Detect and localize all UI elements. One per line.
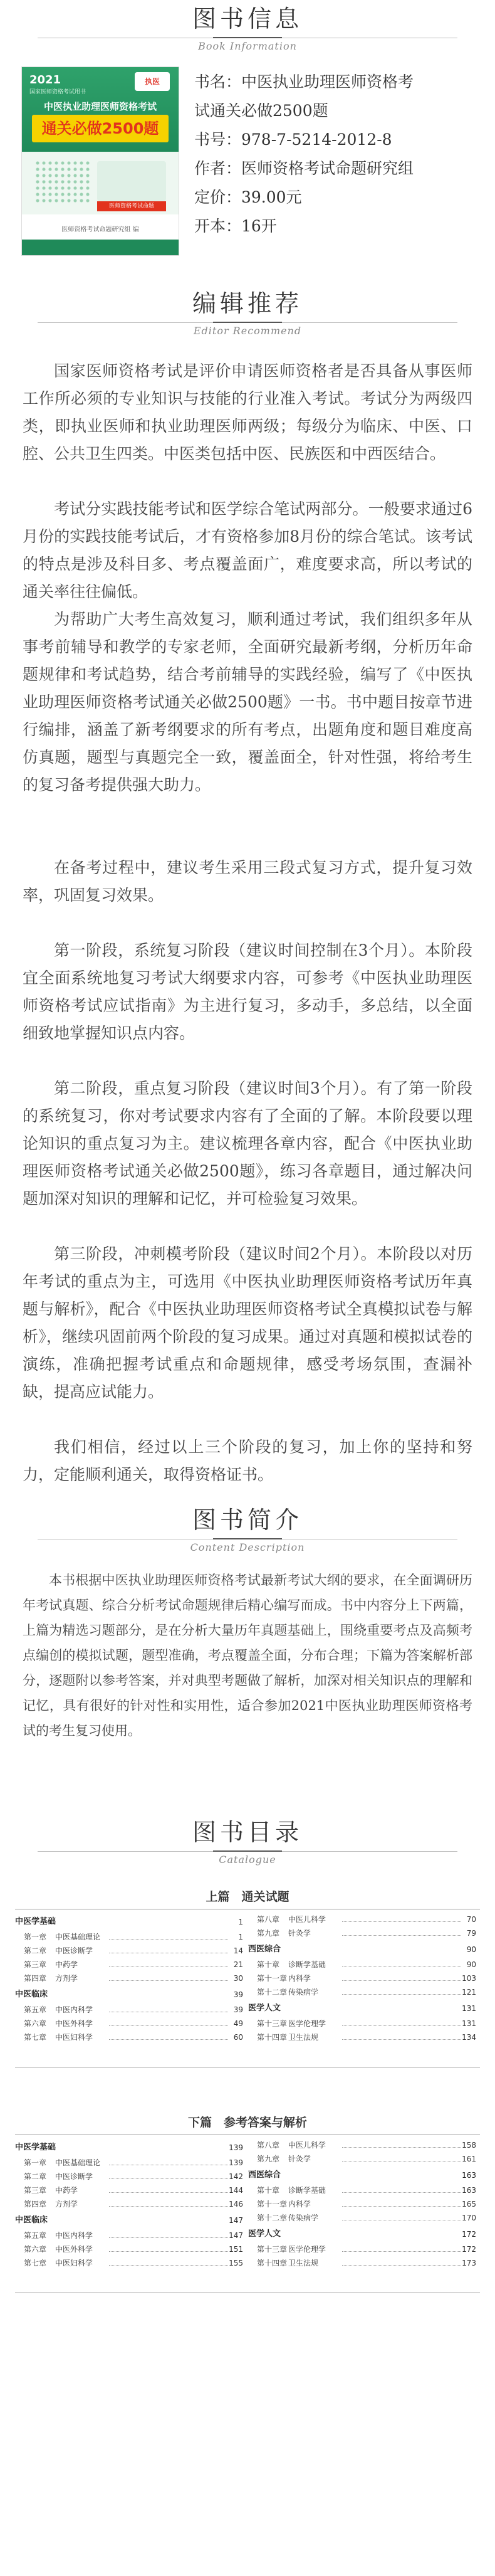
toc-page: 39 xyxy=(233,2005,243,2014)
toc-chapter-name: 针灸学 xyxy=(288,2155,311,2163)
book-info-title: 图书信息 xyxy=(192,5,303,33)
toc-chapter-name: 方剂学 xyxy=(55,2200,78,2209)
part2-heading: 下篇 参考答案与解析 xyxy=(187,2116,307,2130)
toc-entry xyxy=(248,2197,480,2211)
toc-chapter-name: 医学伦理学 xyxy=(288,2245,326,2254)
catalogue-subtitle: Catalogue xyxy=(219,1854,276,1866)
catalogue-subtitle-wrap xyxy=(0,1854,495,1866)
toc-entry xyxy=(248,1926,480,1940)
toc-entry xyxy=(15,2030,247,2044)
toc-leader xyxy=(342,1935,461,1936)
toc-entry xyxy=(15,1972,247,1985)
cover-publisher: 医师资格考试命题研究组 编 xyxy=(61,226,139,233)
toc-chapter-name: 针灸学 xyxy=(288,1929,311,1938)
toc-column xyxy=(15,2138,247,2270)
toc-page: 146 xyxy=(229,2200,243,2209)
toc-chapter: 第四章 xyxy=(24,2200,47,2209)
toc-page: 39 xyxy=(233,1990,243,1999)
editor-paragraph: 第三阶段，冲刺模考阶段（建议时间2个月）。本阶段以对历年考试的重点为主，可选用《中医执业助理医师资格考试历年真题与解析》，配合《中医执业助理医师资格考试全真模拟试卷与解析》，继续巩固前两个阶段的复习成果。通过对真题和模拟试卷的演练，准确把握考试重点和命题规律，感受考场氛围，查漏补缺，提高应试能力。 xyxy=(23,1245,472,1401)
toc-chapter-name: 中医基础理论 xyxy=(55,2158,101,2167)
book-cover-image xyxy=(21,66,179,256)
toc-page: 163 xyxy=(462,2171,476,2180)
toc-entry xyxy=(15,2256,247,2270)
toc-leader xyxy=(342,1994,461,1995)
toc-leader xyxy=(109,1980,228,1981)
toc-chapter-name: 中医妇科学 xyxy=(55,2033,93,2042)
toc-group-label: 西医综合 xyxy=(248,1945,281,1954)
toc-group xyxy=(248,1940,480,1958)
toc-group-label: 中医临床 xyxy=(15,2215,48,2225)
toc-leader xyxy=(109,2265,228,2266)
toc-chapter: 第十章 xyxy=(257,2186,280,2195)
toc-leader xyxy=(109,2251,228,2252)
toc-entry xyxy=(15,1958,247,1972)
toc-page: 70 xyxy=(466,1915,476,1924)
toc-chapter: 第二章 xyxy=(24,1946,47,1955)
toc-entry xyxy=(15,2156,247,2170)
toc-leader xyxy=(342,2265,461,2266)
toc-page: 147 xyxy=(229,2231,243,2240)
toc-entry xyxy=(15,2183,247,2197)
toc-leader xyxy=(342,1921,461,1922)
toc-chapter-name: 诊断学基础 xyxy=(288,2186,326,2195)
toc-chapter: 第十三章 xyxy=(257,2019,288,2028)
toc-entry xyxy=(15,2170,247,2183)
toc-entry xyxy=(248,2183,480,2197)
toc-group-label: 中医学基础 xyxy=(15,2143,56,2152)
info-title-line2: 试通关必做2500题 xyxy=(194,102,328,120)
toc-chapter: 第九章 xyxy=(257,2155,280,2163)
toc-entry xyxy=(15,2017,247,2030)
toc-group xyxy=(15,2138,247,2156)
toc-leader xyxy=(109,2039,228,2040)
cover-year: 2021 xyxy=(29,73,61,87)
toc-chapter-name: 卫生法规 xyxy=(288,2033,319,2042)
toc-chapter: 第十二章 xyxy=(257,2214,288,2222)
editor-subtitle: Editor Recommend xyxy=(193,325,302,337)
toc-chapter: 第三章 xyxy=(24,2186,47,2195)
toc-chapter-name: 中医外科学 xyxy=(55,2245,93,2254)
toc-page: 144 xyxy=(229,2186,243,2195)
book-info-subtitle-wrap xyxy=(0,40,495,53)
toc-chapter: 第四章 xyxy=(24,1974,47,1983)
toc-group-label: 中医学基础 xyxy=(15,1917,56,1926)
toc-chapter-name: 诊断学基础 xyxy=(288,1960,326,1969)
toc-page: 103 xyxy=(462,1974,476,1983)
toc-page: 1 xyxy=(238,1933,243,1941)
toc-chapter: 第十四章 xyxy=(257,2259,288,2267)
toc-entry xyxy=(15,2229,247,2242)
info-title-line1: 书名：中医执业助理医师资格考 xyxy=(194,73,414,91)
toc-chapter: 第十二章 xyxy=(257,1988,288,1997)
cover-banner: 医师资格考试命题 xyxy=(97,201,166,211)
toc-page: 131 xyxy=(462,2019,476,2028)
editor-title: 编辑推荐 xyxy=(192,290,303,317)
book-info-subtitle: Book Information xyxy=(198,40,297,52)
intro-text: 本书根据中医执业助理医师资格考试最新考试大纲的要求，在全面调研历年考试真题、综合分析考试命题规律后精心编写而成。书中内容分上下两篇，上篇为精选习题部分，是在分析大量历年真题基础上，围绕重要考点及高频考点编创的模拟试题，题型准确，考点覆盖全面，分布合理；下篇为答案解析部分，逐题附以参考答案，并对典型考题做了解析，加深对相关知识点的理解和记忆，具有很好的针对性和实用性，适合参加2021中医执业助理医师资格考试的考生复习使用。 xyxy=(23,1573,472,1738)
toc-page: 139 xyxy=(229,2143,243,2152)
toc-chapter-name: 传染病学 xyxy=(288,2214,319,2222)
toc-entry xyxy=(248,2030,480,2044)
toc-leader xyxy=(342,2192,461,2193)
toc-entry xyxy=(248,2256,480,2270)
toc-leader xyxy=(109,2206,228,2207)
toc-chapter: 第八章 xyxy=(257,2141,280,2150)
toc-group xyxy=(248,2225,480,2242)
toc-page: 163 xyxy=(462,2186,476,2195)
editor-paragraph: 我们相信，经过以上三个阶段的复习，加上你的坚持和努力，定能顺利通关，取得资格证书。 xyxy=(23,1438,472,1484)
intro-subtitle-wrap xyxy=(0,1541,495,1554)
toc-page: 60 xyxy=(233,2033,243,2042)
toc-leader xyxy=(109,2237,228,2238)
toc-chapter-name: 中医儿科学 xyxy=(288,1915,326,1924)
cover-logo: 执医 xyxy=(135,72,170,91)
toc-page: 79 xyxy=(466,1929,476,1938)
toc-chapter-name: 中医儿科学 xyxy=(288,2141,326,2150)
toc-chapter: 第六章 xyxy=(24,2245,47,2254)
toc-chapter: 第五章 xyxy=(24,2005,47,2014)
toc-entry xyxy=(15,2003,247,2017)
toc-entry xyxy=(248,2152,480,2166)
toc-chapter: 第十一章 xyxy=(257,2200,288,2209)
toc-leader xyxy=(109,1939,228,1940)
toc-page: 134 xyxy=(462,2033,476,2042)
toc-entry xyxy=(248,2138,480,2152)
toc-page: 139 xyxy=(229,2158,243,2167)
toc-chapter-name: 中医外科学 xyxy=(55,2019,93,2028)
editor-paragraph: 为帮助广大考生高效复习，顺利通过考试，我们组织多年从事考前辅导和教学的专家老师，全面研究最新考纲，分析历年命题规律和考试趋势，结合考前辅导的实践经验，编写了《中医执业助理医师资格考试通关必做2500题》一书。书中题目按章节进行编排，涵盖了新考纲要求的所有考点，出题角度和题目难度高仿真题，题型与真题完全一致，覆盖面全，针对性强，将给考生的复习备考提供强大助力。 xyxy=(23,610,472,794)
toc-page: 14 xyxy=(233,1946,243,1955)
toc-chapter: 第十三章 xyxy=(257,2245,288,2254)
part1-heading: 上篇 通关试题 xyxy=(206,1890,289,1904)
toc-leader xyxy=(342,2251,461,2252)
editor-paragraph: 考试分实践技能考试和医学综合笔试两部分。一般要求通过6月份的实践技能考试后，才有资格参加8月份的综合笔试。该考试的特点是涉及科目多、考点覆盖面广，难度要求高，所以考试的通关率往往偏低。 xyxy=(23,500,472,601)
toc-entry xyxy=(248,2211,480,2225)
toc-page: 30 xyxy=(233,1974,243,1983)
toc-column xyxy=(15,1913,247,2044)
toc-column xyxy=(248,1913,480,2044)
book-info-header xyxy=(0,5,495,33)
toc-leader xyxy=(342,1966,461,1967)
toc-group-label: 中医临床 xyxy=(15,1990,48,1999)
toc-chapter-name: 中医诊断学 xyxy=(55,2172,93,2181)
toc-leader xyxy=(342,2147,461,2148)
toc-chapter: 第五章 xyxy=(24,2231,47,2240)
toc-group xyxy=(15,1913,247,1930)
toc-chapter-name: 中医基础理论 xyxy=(55,1933,101,1941)
divider xyxy=(38,322,457,323)
editor-header xyxy=(0,290,495,317)
toc-leader xyxy=(109,1966,228,1967)
toc-page: 165 xyxy=(462,2200,476,2209)
toc-group xyxy=(248,1999,480,2017)
cover-title-line2: 通关必做2500题 xyxy=(32,115,169,142)
toc-chapter: 第一章 xyxy=(24,2158,47,2167)
toc-entry xyxy=(15,2242,247,2256)
toc-chapter-name: 中医诊断学 xyxy=(55,1946,93,1955)
toc-page: 49 xyxy=(233,2019,243,2028)
toc-leader xyxy=(342,2039,461,2040)
divider xyxy=(38,1851,457,1852)
toc-entry xyxy=(248,1985,480,1999)
info-author: 作者：医师资格考试命题研究组 xyxy=(194,159,414,177)
toc-chapter: 第十一章 xyxy=(257,1974,288,1983)
editor-paragraph: 第一阶段，系统复习阶段（建议时间控制在3个月）。本阶段宜全面系统地复习考试大纲要求内容，可参考《中医执业助理医师资格考试应试指南》为主进行复习，多动手，多总结，以全面细致地掌握知识点内容。 xyxy=(23,941,472,1042)
toc-entry xyxy=(248,1972,480,1985)
intro-subtitle: Content Description xyxy=(190,1541,305,1553)
cover-series: 国家医师资格考试用书 xyxy=(29,89,86,95)
toc-page: 173 xyxy=(462,2259,476,2267)
toc-page: 90 xyxy=(466,1960,476,1969)
editor-paragraph: 在备考过程中，建议考生采用三段式复习方式，提升复习效率，巩固复习效果。 xyxy=(23,858,472,904)
toc-leader xyxy=(342,1980,461,1981)
info-format: 开本：16开 xyxy=(194,217,277,235)
toc-leader xyxy=(342,2025,461,2026)
toc-group xyxy=(15,1985,247,2003)
toc-chapter-name: 中药学 xyxy=(55,2186,78,2195)
toc-chapter: 第二章 xyxy=(24,2172,47,2181)
editor-paragraph: 第二阶段，重点复习阶段（建议时间3个月）。有了第一阶段的系统复习，你对考试要求内容有了全面的了解。本阶段要以理论知识的重点复习为主。建议梳理各章内容，配合《中医执业助理医师资格考试通关必做2500题》，练习各章题目，通过解决问题加深对知识的理解和记忆，并可检验复习效果。 xyxy=(23,1079,472,1208)
toc-entry xyxy=(15,1944,247,1958)
toc-page: 147 xyxy=(229,2216,243,2225)
toc-chapter: 第一章 xyxy=(24,1933,47,1941)
toc-page: 155 xyxy=(229,2259,243,2267)
toc-entry xyxy=(248,1913,480,1926)
toc-page: 158 xyxy=(462,2141,476,2150)
toc-chapter: 第六章 xyxy=(24,2019,47,2028)
toc-chapter-name: 内科学 xyxy=(288,1974,311,1983)
catalogue-title: 图书目录 xyxy=(192,1819,303,1846)
toc-entry xyxy=(248,2242,480,2256)
toc-chapter: 第七章 xyxy=(24,2259,47,2267)
toc-page: 170 xyxy=(462,2214,476,2222)
toc-chapter-name: 方剂学 xyxy=(55,1974,78,1983)
toc-chapter: 第七章 xyxy=(24,2033,47,2042)
toc-leader xyxy=(109,2178,228,2179)
toc-group xyxy=(15,2211,247,2229)
toc-chapter-name: 卫生法规 xyxy=(288,2259,319,2267)
toc-chapter-name: 医学伦理学 xyxy=(288,2019,326,2028)
intro-title: 图书简介 xyxy=(192,1506,303,1534)
toc-page: 172 xyxy=(462,2245,476,2254)
toc-entry xyxy=(248,2017,480,2030)
toc-page: 161 xyxy=(462,2155,476,2163)
toc-leader xyxy=(109,2192,228,2193)
toc-leader xyxy=(109,2025,228,2026)
toc-page: 131 xyxy=(462,2004,476,2013)
toc-chapter-name: 中药学 xyxy=(55,1960,78,1969)
toc-chapter: 第十章 xyxy=(257,1960,280,1969)
toc-page: 21 xyxy=(233,1960,243,1969)
cover-title-line1: 中医执业助理医师资格考试 xyxy=(43,101,157,112)
toc-entry xyxy=(15,2197,247,2211)
info-isbn: 书号：978-7-5214-2012-8 xyxy=(194,130,392,149)
toc-entry xyxy=(248,1958,480,1972)
editor-subtitle-wrap xyxy=(0,325,495,337)
catalogue-header xyxy=(0,1819,495,1846)
toc-page: 121 xyxy=(462,1988,476,1997)
toc-chapter: 第三章 xyxy=(24,1960,47,1969)
toc-chapter-name: 中医内科学 xyxy=(55,2231,93,2240)
toc-group-label: 西医综合 xyxy=(248,2170,281,2180)
toc-page: 151 xyxy=(229,2245,243,2254)
toc-page: 142 xyxy=(229,2172,243,2181)
toc-group-label: 医学人文 xyxy=(248,2229,281,2239)
toc-chapter-name: 中医妇科学 xyxy=(55,2259,93,2267)
toc-chapter-name: 传染病学 xyxy=(288,1988,319,1997)
toc-chapter-name: 中医内科学 xyxy=(55,2005,93,2014)
toc-chapter: 第十四章 xyxy=(257,2033,288,2042)
toc-column xyxy=(248,2138,480,2270)
toc-leader xyxy=(342,2206,461,2207)
toc-page: 1 xyxy=(238,1918,243,1926)
toc-chapter: 第八章 xyxy=(257,1915,280,1924)
toc-chapter-name: 内科学 xyxy=(288,2200,311,2209)
intro-header xyxy=(0,1506,495,1534)
toc-page: 172 xyxy=(462,2230,476,2239)
toc-page: 90 xyxy=(466,1945,476,1954)
toc-chapter: 第九章 xyxy=(257,1929,280,1938)
toc-group-label: 医学人文 xyxy=(248,2003,281,2013)
info-price: 定价：39.00元 xyxy=(194,188,302,206)
toc-entry xyxy=(15,1930,247,1944)
toc-leader xyxy=(342,2161,461,2162)
editor-paragraph: 国家医师资格考试是评价申请医师资格者是否具备从事医师工作所必须的专业知识与技能的行业准入考试。考试分为两级四类，即执业医师和执业助理医师两级；每级分为临床、中医、口腔、公共卫生四类。中医类包括中医、民族医和中西医结合。 xyxy=(23,362,472,463)
toc-group xyxy=(248,2166,480,2183)
